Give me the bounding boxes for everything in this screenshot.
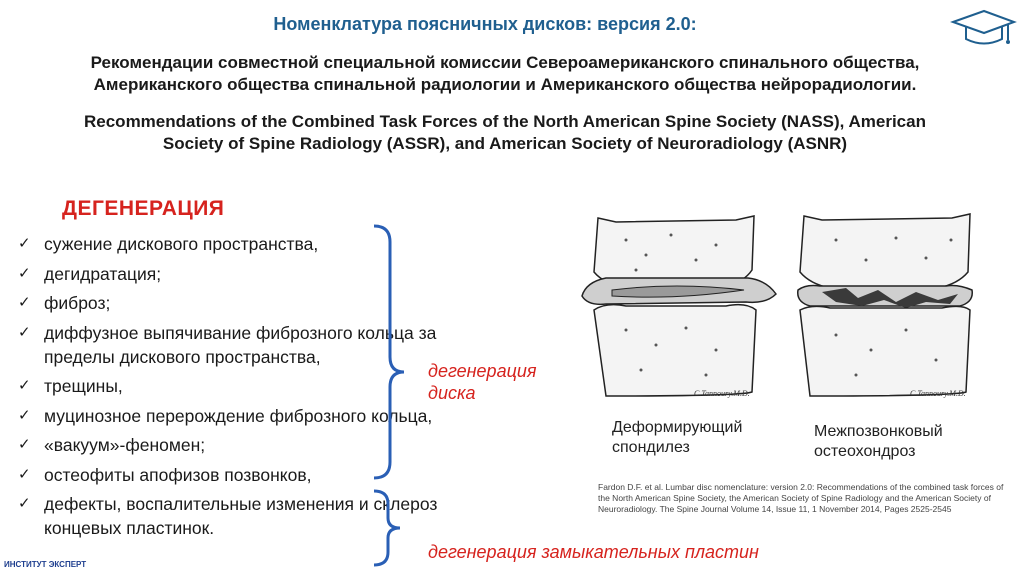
subtitle-russian [20,52,990,96]
list-item-text: трещины, [44,376,123,396]
list-item [18,492,538,540]
list-item [18,463,538,487]
list-item-text: дегидратация; [44,263,162,284]
list-item-text: пределы дискового пространства, [44,346,321,367]
osteochondrosis-illustration [798,214,973,398]
illustration-signature: C.Tannoury.M.D. [694,389,750,398]
check-icon: ✓ [18,377,31,394]
check-icon: ✓ [18,465,31,483]
subtitle-english-line: Recommendations of the Combined Task Forces of the North American Spine Society (NASS), American [84,112,926,131]
list-item [18,404,538,428]
list-item [18,433,538,457]
list-item-text: концевых пластинок. [44,518,215,538]
list-item [18,291,538,315]
list-item-text: фиброз; [44,293,111,313]
institute-logo: ИНСТИТУТ ЭКСПЕРТ [4,560,87,569]
list-item-text: сужение дискового пространства, [44,234,319,254]
list-item-text: «вакуум»-феномен; [44,435,206,455]
section-heading: ДЕГЕНЕРАЦИЯ [62,197,225,220]
caption-line: остеохондроз [814,443,916,460]
check-icon: ✓ [18,495,31,512]
subtitle-russian-line: Рекомендации совместной специальной комиссии Североамериканского спинального общества, [90,53,920,72]
list-item-text: диффузное выпячивание фиброзного кольца за [44,322,437,343]
list-item-text: дефекты, воспалительные изменения и склероз [44,494,438,514]
check-icon: ✓ [18,264,31,282]
endplate-degeneration-label: дегенерация замыкательных пластин [428,542,759,562]
list-item [18,262,538,286]
list-item-text: остеофиты апофизов позвонков, [44,464,312,485]
caption-line: Деформирующий [612,419,743,436]
disc-degeneration-label-line: дегенерация [428,361,537,381]
page-title: Номенклатура поясничных дисков: версия 2.0: [273,14,697,34]
disc-degeneration-label-line: диска [428,383,476,403]
caption-line: Межпозвонковый [814,423,943,440]
caption-spondylosis [612,418,742,458]
list-item [18,232,538,256]
illustration-signature: C.Tannoury.M.D. [910,389,966,398]
brace-endplate-degeneration [370,488,410,568]
check-icon: ✓ [18,323,31,341]
graduation-cap-icon [948,8,1018,52]
subtitle-russian-line: Американского общества спинальной радиологии и Американского общества нейрорадиологии. [93,75,917,94]
caption-line: спондилез [612,439,690,456]
spine-illustrations [566,210,1004,408]
list-item-text: муцинозное перерождение фиброзного кольца, [44,405,433,426]
subtitle-english-line: Society of Spine Radiology (ASSR), and American Society of Neuroradiology (ASNR) [162,134,848,153]
caption-osteochondrosis [814,422,943,462]
spondylosis-illustration [582,216,776,398]
check-icon: ✓ [18,235,31,252]
disc-degeneration-label [428,360,537,404]
check-icon: ✓ [18,436,31,453]
reference-citation: Fardon D.F. et al. Lumbar disc nomenclature: version 2.0: Recommendations of the combined task forces of the North American Spine Society, the American Society of Spine Radiology and the American Society of Neuroradiology. The Spine Journal Volume 14, Issue 11, 1 November 2014, Pages 2525-2545 [598,482,1004,514]
subtitle-english [20,111,990,155]
brace-disc-degeneration [370,222,410,482]
check-icon: ✓ [18,406,31,424]
check-icon: ✓ [18,294,31,311]
